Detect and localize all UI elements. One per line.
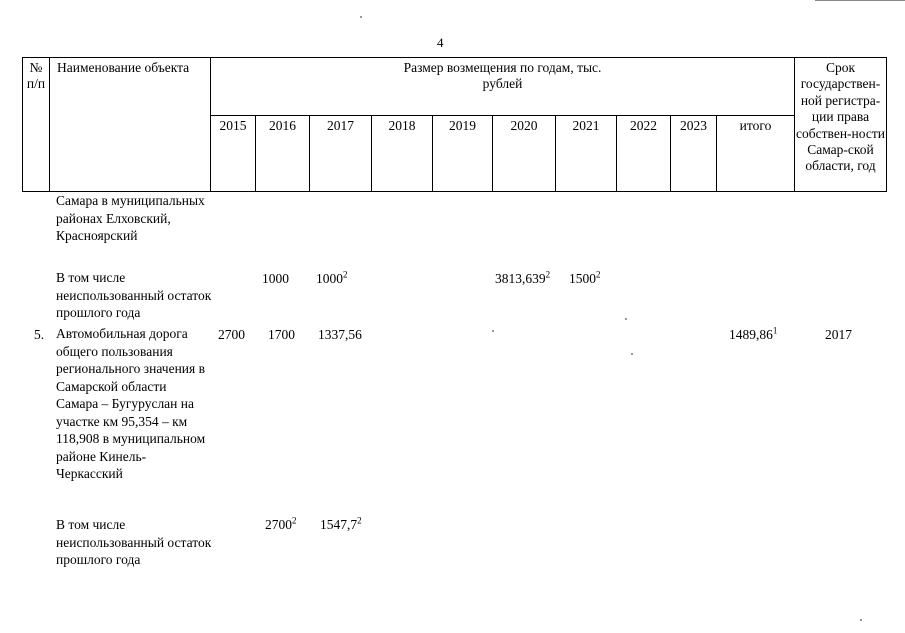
cell-2020: 3813,639$^2$ bbox=[495, 269, 551, 286]
object-name: Автомобильная дорога общего пользования регионального значения в Самарской области Самара – Бугуруслан на участке км 95,354 – км 118,908 в муниципальном районе Кинель-Черкасский bbox=[56, 326, 206, 481]
continued-object-name: Самара в муниципальных районах Елховский, Красноярский bbox=[56, 193, 205, 243]
header-year-2022: 2022 bbox=[630, 118, 657, 133]
cell-2015: 2700 bbox=[218, 327, 245, 342]
sub-row-label: В том числе неиспользованный остаток прошлого года bbox=[56, 270, 212, 320]
page-edge-line bbox=[815, 0, 905, 1]
header-year-2021: 2021 bbox=[572, 118, 600, 133]
scan-speck bbox=[625, 318, 627, 320]
header-year-2016: 2016 bbox=[269, 118, 296, 133]
page-number: 4 bbox=[437, 35, 444, 50]
header-year-2020: 2020 bbox=[510, 118, 538, 133]
header-deadline: Срок государствен-ной регистра-ции права собствен-ности Самар-ской области, год bbox=[796, 60, 885, 174]
cell-2016: 2700$^2$ bbox=[265, 515, 297, 532]
cell-2016: 1000 bbox=[262, 271, 289, 286]
cell-total: 1489,86$^1$ bbox=[729, 325, 778, 342]
row-number: 5. bbox=[34, 327, 45, 342]
header-object-name: Наименование объекта bbox=[57, 60, 190, 75]
header-year-2023: 2023 bbox=[680, 118, 707, 133]
header-year-2019: 2019 bbox=[449, 118, 476, 133]
header-amount: Размер возмещения по годам, тыс. рублей bbox=[403, 60, 602, 91]
scan-speck bbox=[492, 330, 494, 332]
scan-speck bbox=[360, 16, 362, 18]
cell-2021: 1500$^2$ bbox=[569, 269, 601, 286]
header-year-2015: 2015 bbox=[219, 118, 247, 133]
scan-speck bbox=[631, 353, 633, 355]
header-year-2018: 2018 bbox=[388, 118, 416, 133]
cell-2017: 1547,7$^2$ bbox=[320, 515, 362, 532]
header-year-2017: 2017 bbox=[327, 118, 354, 133]
header-number: № п/п bbox=[26, 60, 46, 91]
sub-row-label: В том числе неиспользованный остаток прошлого года bbox=[56, 517, 212, 567]
cell-2017: 1337,56 bbox=[318, 327, 362, 342]
scan-speck bbox=[860, 619, 862, 621]
cell-2017: 1000$^2$ bbox=[316, 269, 348, 286]
header-total: итого bbox=[739, 118, 772, 133]
cell-deadline: 2017 bbox=[825, 327, 852, 342]
cell-2016: 1700 bbox=[268, 327, 295, 342]
